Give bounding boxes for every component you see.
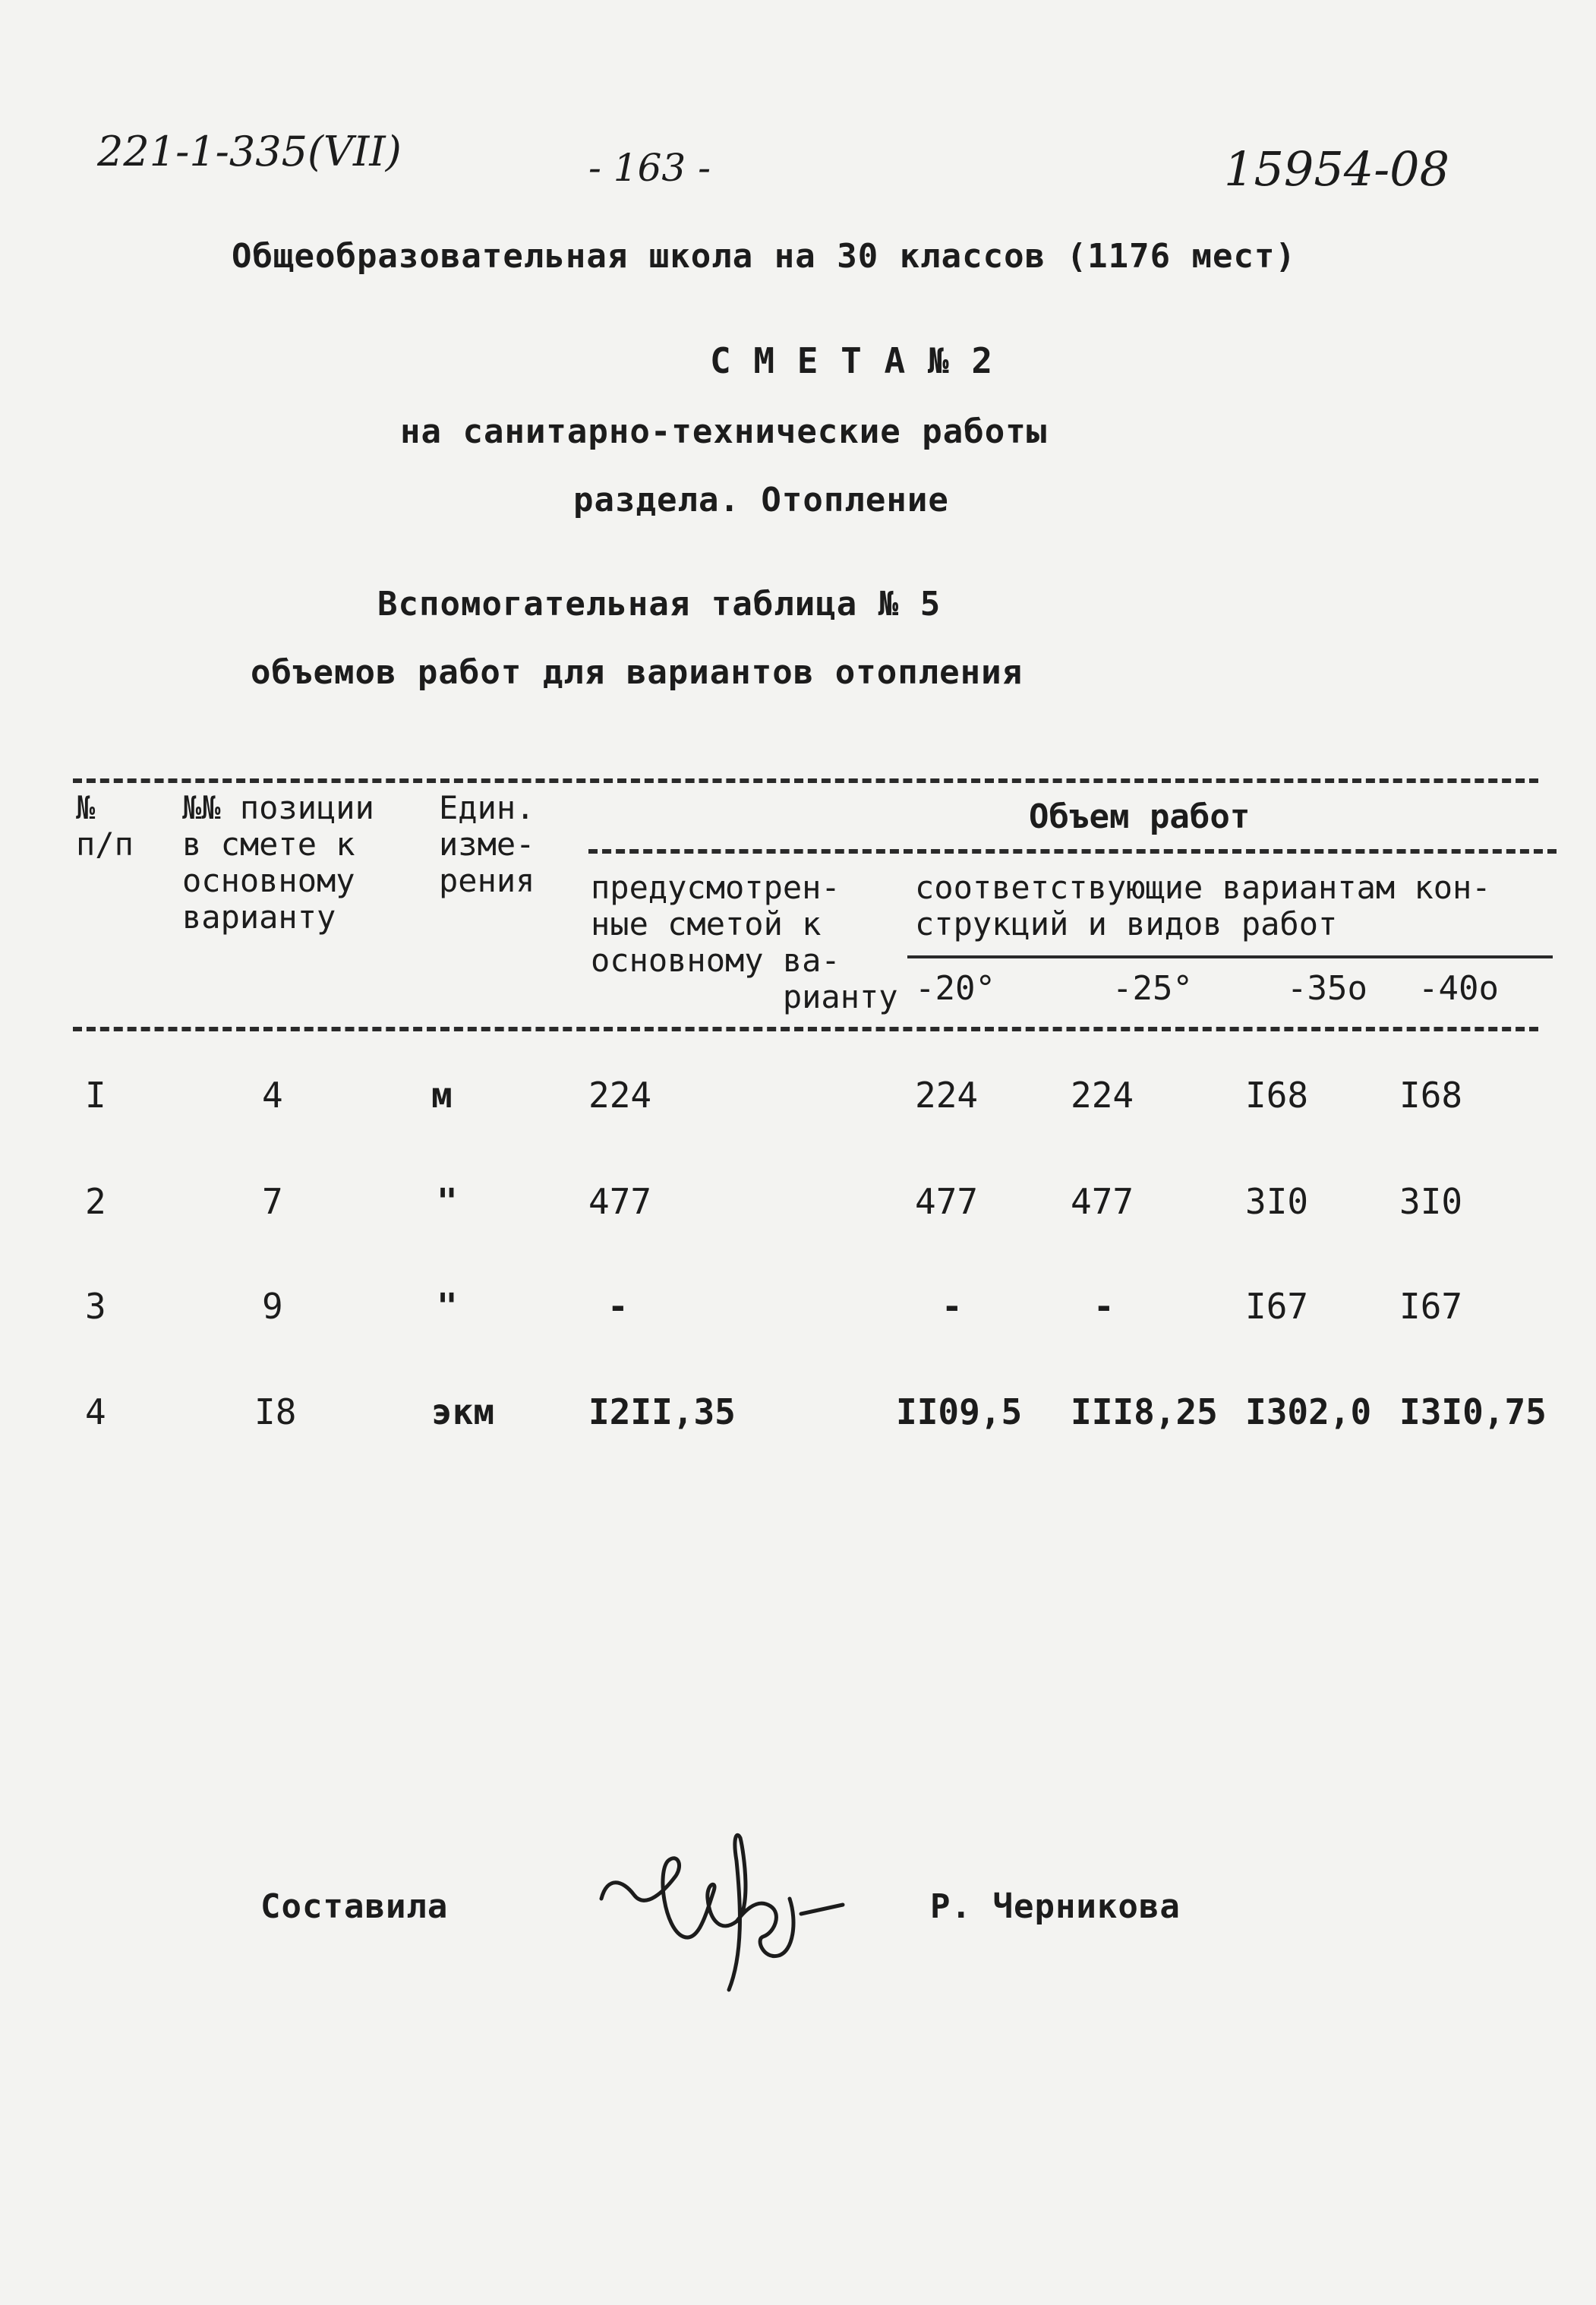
cell-v4: I67 bbox=[1399, 1286, 1463, 1327]
cell-unit: " bbox=[437, 1181, 458, 1222]
cell-v2: 477 bbox=[1071, 1181, 1134, 1222]
header-variant-35: -35о bbox=[1287, 969, 1367, 1008]
cell-v4: I3I0,75 bbox=[1399, 1391, 1547, 1432]
cell-v1: - bbox=[942, 1286, 963, 1327]
cell-v3: I68 bbox=[1245, 1075, 1309, 1116]
cell-num: 3 bbox=[85, 1286, 106, 1327]
cell-v1: 477 bbox=[915, 1181, 979, 1222]
cell-v2: 224 bbox=[1071, 1075, 1134, 1116]
cell-pos: I8 bbox=[254, 1391, 297, 1432]
cell-v2: III8,25 bbox=[1071, 1391, 1218, 1432]
cell-num: 4 bbox=[85, 1391, 106, 1432]
cell-pos: 4 bbox=[262, 1075, 283, 1116]
header-provided: предусмотрен- ные сметой к основному ва- рианту bbox=[591, 869, 898, 1015]
header-variant-20: -20° bbox=[915, 969, 995, 1008]
page-number: - 163 - bbox=[588, 146, 711, 190]
school-title: Общеобразовательная школа на 30 классов (1176 мест) bbox=[232, 237, 1297, 276]
cell-v4: 3I0 bbox=[1399, 1181, 1463, 1222]
table-top-rule bbox=[73, 778, 1538, 783]
header-variant-40: -40о bbox=[1418, 969, 1499, 1008]
header-position: №№ позиции в смете к основному варианту bbox=[182, 789, 374, 936]
cell-num: 2 bbox=[85, 1181, 106, 1222]
cell-provided: I2II,35 bbox=[588, 1391, 736, 1432]
cell-pos: 7 bbox=[262, 1181, 283, 1222]
cell-provided: 224 bbox=[588, 1075, 652, 1116]
document-code: 221-1-335(VII) bbox=[97, 128, 402, 175]
document-title: С М Е Т А № 2 bbox=[710, 340, 994, 381]
cell-v3: I67 bbox=[1245, 1286, 1309, 1327]
cell-v2: - bbox=[1093, 1286, 1115, 1327]
cell-num: I bbox=[85, 1075, 106, 1116]
signature-mark bbox=[592, 1808, 881, 2005]
table-title: Вспомогательная таблица № 5 bbox=[377, 585, 942, 624]
compiler-name: Р. Черникова bbox=[930, 1887, 1181, 1926]
cell-v4: I68 bbox=[1399, 1075, 1463, 1116]
cell-unit: " bbox=[437, 1286, 458, 1327]
cell-v1: II09,5 bbox=[896, 1391, 1023, 1432]
cell-unit: м bbox=[431, 1075, 453, 1116]
cell-unit: экм bbox=[431, 1391, 495, 1432]
header-unit: Един. изме- рения bbox=[439, 789, 535, 899]
archive-number: 15954-08 bbox=[1224, 141, 1450, 197]
header-row-number: № п/п bbox=[76, 789, 134, 863]
header-variant-25: -25° bbox=[1112, 969, 1193, 1008]
variants-header-rule bbox=[907, 955, 1553, 958]
table-header-bottom-rule bbox=[73, 1027, 1538, 1031]
compiled-by-label: Составила bbox=[260, 1887, 449, 1926]
cell-v3: 3I0 bbox=[1245, 1181, 1309, 1222]
cell-pos: 9 bbox=[262, 1286, 283, 1327]
table-subtitle: объемов работ для вариантов отопления bbox=[251, 653, 1024, 692]
subtitle-works: на санитарно-технические работы bbox=[400, 412, 1048, 451]
cell-v1: 224 bbox=[915, 1075, 979, 1116]
cell-provided: - bbox=[607, 1286, 629, 1327]
cell-provided: 477 bbox=[588, 1181, 652, 1222]
cell-v3: I302,0 bbox=[1245, 1391, 1372, 1432]
subtitle-section: раздела. Отопление bbox=[573, 481, 949, 519]
header-volume: Объем работ bbox=[1029, 797, 1251, 836]
header-variants: соответствующие вариантам кон- струкций и видов работ bbox=[915, 869, 1491, 943]
volume-header-rule bbox=[588, 849, 1557, 854]
